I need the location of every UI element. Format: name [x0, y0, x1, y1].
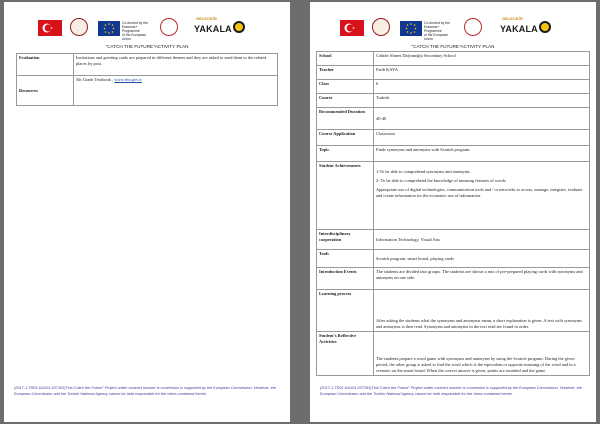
row-value: The students are divided into groups. The students are shown a mix of pre-prepared playing cards with synonyms and antonyms on one side. — [374, 268, 590, 290]
page-title: "CATCH THE FUTURE"ACTIVITY PLAN — [105, 44, 189, 49]
row-value: Cahide Ahmet Dalyanoğlu Secondary School — [374, 52, 590, 66]
table-row — [317, 268, 590, 290]
row-value: Classroom — [374, 130, 590, 146]
eu-flag-icon — [400, 21, 422, 36]
row-value: Invitations and greeting cards are prepared in different themes and they are asked to send them to the related places by post. — [74, 54, 278, 76]
table-row — [17, 76, 278, 106]
table-row — [317, 230, 590, 250]
row-value: Scratch program, smart board, playing cards — [374, 250, 590, 268]
activity-plan-table-continued — [16, 53, 278, 106]
table-row — [317, 94, 590, 108]
national-agency-seal-icon — [372, 18, 390, 36]
row-value — [374, 162, 590, 230]
row-label: Learning process — [317, 290, 374, 332]
table-row — [317, 66, 590, 80]
table-row — [317, 108, 590, 130]
resources-link[interactable]: www.eba.gov.tr — [114, 77, 142, 82]
row-label: Topic — [317, 146, 374, 162]
row-value: After asking the students what the synonyms and antonyms mean, a short explanation is given. A text with synonyms and antonyms is then read. Synonyms and antonyms in the text read are found in order. — [374, 290, 590, 332]
row-label: School — [317, 52, 374, 66]
eu-cofunded-text: Co-funded by the Erasmus+ Programme of the European Union — [424, 21, 451, 41]
eu-flag-icon — [98, 21, 120, 36]
page-title: "CATCH THE FUTURE"ACTIVITY PLAN — [411, 44, 495, 49]
row-label: Evaluation — [17, 54, 74, 76]
national-agency-seal-icon — [70, 18, 88, 36]
project-logo: GELECEĞİ YAKALA — [194, 19, 232, 37]
document-page-1 — [4, 2, 290, 422]
table-row — [317, 290, 590, 332]
row-value: Turkish — [374, 94, 590, 108]
project-logo-ring-icon — [539, 21, 551, 33]
row-label: Introduction Events — [317, 268, 374, 290]
project-logo: GELECEĞİ YAKALA — [500, 19, 538, 37]
table-row — [317, 332, 590, 376]
table-row — [317, 130, 590, 146]
row-value: Fatih KAYA — [374, 66, 590, 80]
row-label: Course Application — [317, 130, 374, 146]
project-logo-ring-icon — [233, 21, 245, 33]
row-label: Interdisciplinary cooperation — [317, 230, 374, 250]
row-label: Resources — [17, 76, 74, 106]
page-footer: (2017-1-TR01-KA101-037363)This"Catch the Future" Project under contract number is conversion is supported by the European Commission. However, the European Commission and the Turkish National Agency cannot be held responsible for the views contained herein. — [14, 386, 276, 396]
school-seal-icon — [464, 18, 482, 36]
row-label: Recommended Duration — [317, 108, 374, 130]
achievement-item: 2- To be able to comprehend the knowledge of meaning features of words — [376, 178, 506, 183]
row-label: Teacher — [317, 66, 374, 80]
document-page-2 — [310, 2, 596, 422]
row-label: Tools — [317, 250, 374, 268]
header-logos — [4, 18, 290, 40]
row-label: Course — [317, 94, 374, 108]
school-seal-icon — [160, 18, 178, 36]
row-label: Student's Reflective Activities — [317, 332, 374, 376]
table-row — [317, 80, 590, 94]
row-value: Finds synonyms and antonyms with Scratch program. — [374, 146, 590, 162]
activity-plan-table — [316, 51, 590, 376]
table-row — [317, 162, 590, 230]
achievement-item: Appropriate use of digital technologies, communication tools and / or networks to access, manage, integrate, evaluate and create information for the economic use of information. — [376, 187, 583, 198]
page-footer: (2017-1-TR01-KA101-037363)This"Catch the Future" Project under contract number is conversion is supported by the European Commission. However, the European Commission and the Turkish National Agency cannot be held responsible for the views contained herein. — [320, 386, 582, 396]
row-label: Student Achievements — [317, 162, 374, 230]
table-row — [317, 146, 590, 162]
table-row — [317, 52, 590, 66]
resources-text: 5th Grade Textbook , — [76, 77, 114, 82]
table-row — [317, 250, 590, 268]
table-row — [17, 54, 278, 76]
header-logos — [310, 18, 596, 40]
turkey-flag-icon — [340, 20, 364, 36]
turkey-flag-icon — [38, 20, 62, 36]
row-label: Class — [317, 80, 374, 94]
row-value — [74, 76, 278, 106]
row-value: Information Technology, Visual Arts — [374, 230, 590, 250]
row-value: 6 — [374, 80, 590, 94]
achievement-item: 1-To be able to comprehend synonyms and antonyms — [376, 169, 470, 174]
eu-cofunded-text: Co-funded by the Erasmus+ Programme of the European Union — [122, 21, 149, 41]
row-value: The students prepare a word game with synonyms and antonyms by using the Scratch program. During the given period, the other group is asked to find the word which is the equivalent or opposite meaning of the word and in a scenario on the smart board. When the correct answer is given, points are awarded and the game — [374, 332, 590, 376]
row-value: 40-40 — [374, 108, 590, 130]
